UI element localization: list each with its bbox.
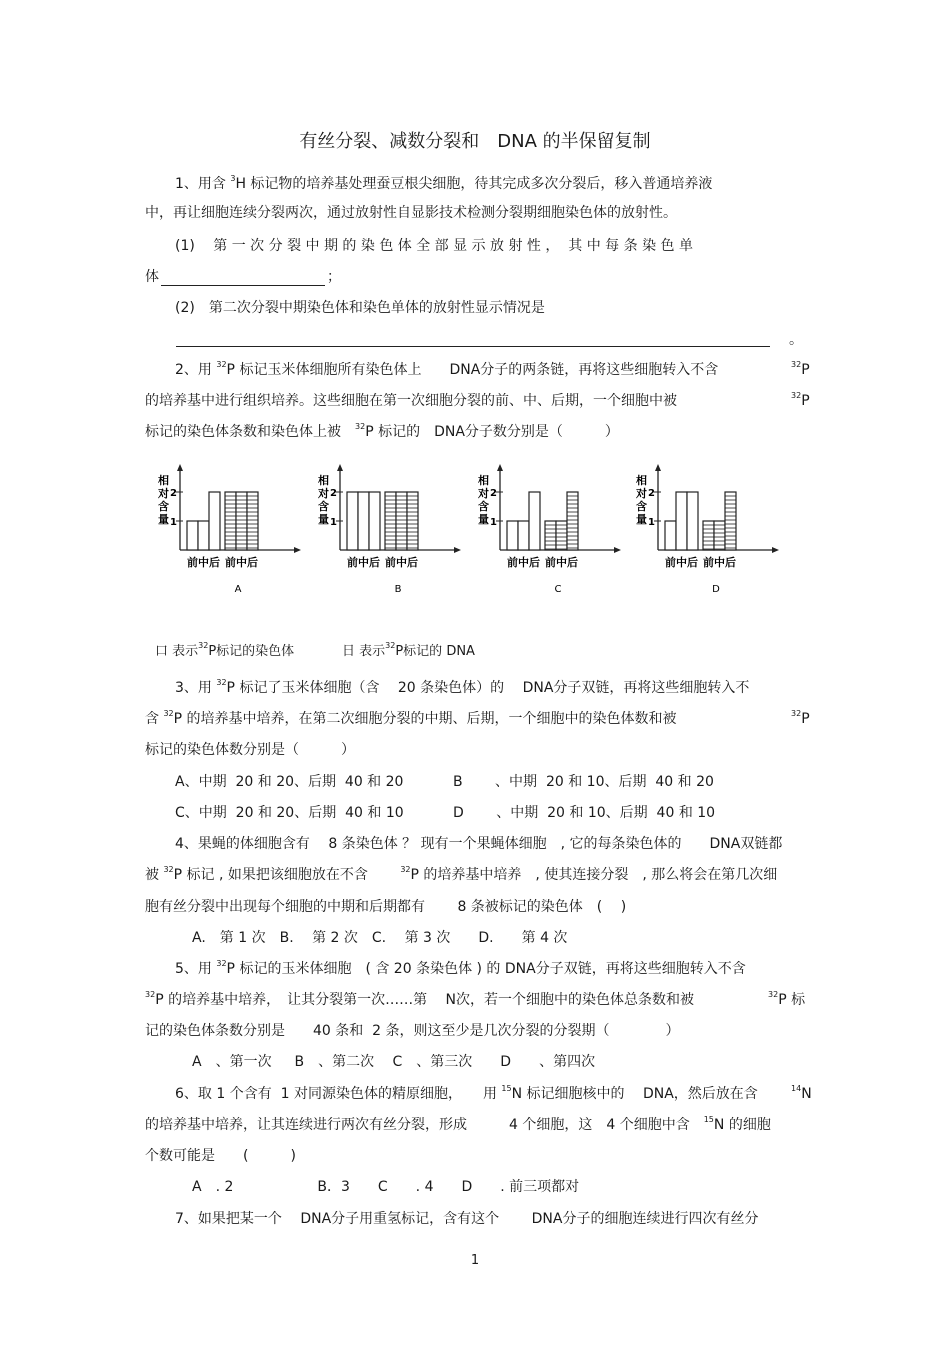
legend-dna (342, 643, 475, 661)
category-label: 中 (396, 556, 407, 569)
chart-caption: C (554, 584, 562, 595)
q2-line2-end (791, 392, 810, 410)
bar-chromosome (687, 492, 698, 550)
q1-line1 (175, 175, 712, 193)
q5-line2 (145, 991, 722, 1009)
q5-line3: 记的染色体条数分别是 40 条和 2 条，则这至少是几次分裂的分裂期（ ） (145, 1023, 680, 1039)
q5-text: P 标记的玉米体细胞 ( 含 20 条染色体 ) 的 DNA分子双链，再将这些细胞转入不含 (226, 961, 746, 977)
q1-text: H 标记物的培养基处理蚕豆根尖细胞，待其完成多次分裂后，移入普通培养液 (235, 176, 713, 192)
category-label: 后 (209, 556, 220, 569)
q3-option-d[interactable]: D 、中期 20 和 10、后期 40 和 10 (453, 805, 716, 821)
superscript: 32 (216, 959, 227, 968)
q2-text: P 标记玉米体细胞所有染色体上 DNA分子的两条链，再将这些细胞转入不含 (226, 362, 719, 378)
bar-chromosome (518, 521, 529, 550)
q3-option-c[interactable]: C、中期 20 和 20、后期 40 和 10 (175, 805, 404, 821)
y-tick-label: 1 (648, 517, 655, 528)
y-axis-label: 量 (636, 513, 647, 526)
q5-options[interactable]: A 、第一次 B 、第二次 C 、第三次 D 、第四次 (192, 1054, 596, 1070)
y-axis-label: 含 (318, 500, 329, 513)
q4-line3: 胞有丝分裂中出现每个细胞的中期和后期都有 8 条被标记的染色体 ( ) (145, 899, 627, 915)
bar-dna (236, 492, 247, 550)
category-label: 后 (407, 556, 418, 569)
y-axis-arrow (655, 464, 661, 471)
q4-text: P 标记 , 如果把该细胞放在不含 (173, 867, 401, 883)
chart-caption: B (394, 584, 402, 595)
y-axis-arrow (497, 464, 503, 471)
bar-chromosome (665, 521, 676, 550)
category-label: 后 (725, 556, 736, 569)
superscript: 32 (355, 422, 366, 431)
q3-line1 (175, 679, 749, 697)
q2-text: P (801, 393, 810, 409)
legend-symbol: 日 (342, 644, 356, 659)
superscript: 32 (791, 709, 802, 718)
chart-caption: A (234, 584, 242, 595)
bar-chromosome (369, 492, 380, 550)
y-tick-label: 1 (330, 517, 337, 528)
superscript: 32 (145, 990, 156, 999)
bar-chromosome (187, 521, 198, 550)
superscript: 15 (501, 1084, 512, 1093)
category-label: 前 (703, 556, 714, 569)
y-axis-label: 含 (158, 500, 169, 513)
category-label: 后 (369, 556, 380, 569)
q1-sub2: (2) 第二次分裂中期染色体和染色单体的放射性显示情况是 (175, 300, 545, 316)
category-label: 前 (385, 556, 396, 569)
superscript: 32 (768, 990, 779, 999)
y-axis-arrow (337, 464, 343, 471)
q1-sub2-end: 。 (789, 332, 803, 348)
chart-B (310, 462, 470, 606)
q6-line2 (145, 1116, 771, 1134)
q2-line2: 的培养基中进行组织培养。这些细胞在第一次细胞分裂的前、中、后期，一个细胞中被 (145, 393, 677, 409)
q6-text: N (801, 1086, 812, 1102)
y-axis-label: 对 (158, 487, 169, 500)
category-label: 中 (714, 556, 725, 569)
bar-dna (225, 492, 236, 550)
x-axis-arrow (454, 547, 461, 553)
y-axis-label: 量 (158, 513, 169, 526)
q5-line1 (175, 960, 746, 978)
category-label: 中 (556, 556, 567, 569)
legend-text: 表示 (168, 644, 199, 659)
q5-text: P 标 (778, 992, 806, 1008)
bar-dna (385, 492, 396, 550)
q6-line3: 个数可能是 ( ) (145, 1148, 296, 1164)
category-label: 前 (665, 556, 676, 569)
chart-D (628, 462, 788, 606)
q7-line1: 7、如果把某一个 DNA分子用重氢标记，含有这个 DNA分子的细胞连续进行四次有丝分 (175, 1211, 759, 1227)
answer-blank[interactable] (161, 285, 325, 286)
q3-line3: 标记的染色体数分别是（ ） (145, 742, 355, 758)
superscript: 15 (703, 1115, 714, 1124)
page-title: 有丝分裂、减数分裂和 DNA 的半保留复制 (299, 131, 651, 152)
q3-text: P 的培养基中培养，在第二次细胞分裂的中期、后期，一个细胞中的染色体数和被 (173, 711, 677, 727)
q3-line2-end (791, 710, 810, 728)
q2-line1-end (791, 361, 810, 379)
category-label: 后 (567, 556, 578, 569)
q3-option-b[interactable]: B 、中期 20 和 10、后期 40 和 20 (453, 774, 714, 790)
x-axis-arrow (294, 547, 301, 553)
superscript: 32 (385, 641, 396, 650)
q3-text: P (801, 711, 810, 727)
category-label: 中 (198, 556, 209, 569)
q4-options[interactable]: A. 第 1 次 B. 第 2 次 C. 第 3 次 D. 第 4 次 (192, 930, 568, 946)
bar-dna (567, 492, 578, 550)
x-axis-arrow (614, 547, 621, 553)
q1-sub1: (1) 第 一 次 分 裂 中 期 的 染 色 体 全 部 显 示 放 射 性 ， 其 中 每 条 染 色 单 (175, 238, 693, 254)
q6-text: N 标记细胞核中的 DNA，然后放在含 (511, 1086, 772, 1102)
bar-chart-D (628, 462, 788, 602)
q6-line1 (175, 1085, 772, 1103)
y-axis-label: 含 (636, 500, 647, 513)
chart-A (150, 462, 310, 606)
category-label: 后 (247, 556, 258, 569)
bar-dna (407, 492, 418, 550)
superscript: 32 (400, 865, 411, 874)
chart-caption: D (712, 584, 720, 595)
q5-text: 5、用 (175, 961, 217, 977)
category-label: 前 (187, 556, 198, 569)
q2-text: 标记的染色体条数和染色体上被 (145, 424, 355, 440)
category-label: 中 (518, 556, 529, 569)
bar-dna (396, 492, 407, 550)
q5-text: P 的培养基中培养， 让其分裂第一次……第 N次，若一个细胞中的染色体总条数和被 (155, 992, 723, 1008)
x-axis-arrow (772, 547, 779, 553)
superscript: 32 (198, 641, 209, 650)
q6-text: N 的细胞 (713, 1117, 771, 1133)
y-tick-label: 2 (490, 488, 497, 499)
q4-text: P 的培养基中培养 , 使其连接分裂 , 那么将会在第几次细 (410, 867, 778, 883)
q2-text: P (801, 362, 810, 378)
answer-blank[interactable] (176, 346, 770, 347)
superscript: 14 (791, 1084, 802, 1093)
bar-chromosome (209, 492, 220, 550)
chart-C (470, 462, 630, 606)
y-axis-arrow (177, 464, 183, 471)
q3-text: 含 (145, 711, 164, 727)
legend-text: P标记的 DNA (395, 644, 475, 659)
bar-dna (247, 492, 258, 550)
q5-line2-end (768, 991, 805, 1009)
y-tick-label: 1 (490, 517, 497, 528)
q1-sub1-cont: 体 (145, 269, 159, 285)
bar-chart-B (310, 462, 470, 602)
bar-chart-C (470, 462, 630, 602)
y-axis-label: 相 (636, 474, 647, 487)
page-number: 1 (470, 1253, 480, 1268)
q4-line1: 4、果蝇的体细胞含有 8 条染色体 ？ 现有一个果蝇体细胞 , 它的每条染色体的 DNA双链都 (175, 836, 783, 852)
y-axis-label: 相 (318, 474, 329, 487)
q4-text: 被 (145, 867, 164, 883)
q3-text: P 标记了玉米体细胞（含 20 条染色体）的 DNA分子双链，再将这些细胞转入不 (226, 680, 750, 696)
category-label: 后 (687, 556, 698, 569)
legend-chromosome (155, 643, 294, 661)
category-label: 后 (529, 556, 540, 569)
category-label: 中 (676, 556, 687, 569)
category-label: 中 (236, 556, 247, 569)
superscript: 32 (163, 709, 174, 718)
y-tick-label: 2 (330, 488, 337, 499)
q1-line2: 中，再让细胞连续分裂两次，通过放射性自显影技术检测分裂期细胞染色体的放射性。 (145, 205, 677, 221)
superscript: 32 (791, 391, 802, 400)
y-tick-label: 1 (170, 517, 177, 528)
bar-chromosome (198, 521, 209, 550)
q1-text: 1、用含 (175, 176, 231, 192)
superscript: 3 (230, 174, 236, 183)
y-axis-label: 相 (478, 474, 489, 487)
q1-sub1-end: ； (327, 269, 341, 285)
q3-text: 3、用 (175, 680, 217, 696)
y-axis-label: 量 (478, 513, 489, 526)
q2-line1 (175, 361, 718, 379)
superscript: 32 (163, 865, 174, 874)
q6-line1-end (791, 1085, 812, 1103)
category-label: 前 (545, 556, 556, 569)
q6-text: 6、取 1 个含有 1 对同源染色体的精原细胞， 用 (175, 1086, 502, 1102)
bar-chromosome (347, 492, 358, 550)
y-axis-label: 对 (636, 487, 647, 500)
superscript: 32 (216, 360, 227, 369)
category-label: 前 (225, 556, 236, 569)
y-axis-label: 相 (158, 474, 169, 487)
y-axis-label: 量 (318, 513, 329, 526)
legend-symbol: 口 (155, 644, 169, 659)
bar-chart-A (150, 462, 310, 602)
y-axis-label: 对 (478, 487, 489, 500)
y-tick-label: 2 (170, 488, 177, 499)
q2-text: 2、用 (175, 362, 217, 378)
q4-line2 (145, 866, 777, 884)
q2-text: P 标记的 DNA分子数分别是（ ） (365, 424, 619, 440)
category-label: 中 (358, 556, 369, 569)
bar-dna (725, 492, 736, 550)
q6-text: 的培养基中培养，让其连续进行两次有丝分裂，形成 4 个细胞，这 4 个细胞中含 (145, 1117, 704, 1133)
legend-text: 表示 (355, 644, 386, 659)
bar-chromosome (529, 492, 540, 550)
q2-line3 (145, 423, 619, 441)
y-tick-label: 2 (648, 488, 655, 499)
bar-chromosome (507, 521, 518, 550)
category-label: 前 (507, 556, 518, 569)
legend-text: P标记的染色体 (208, 644, 295, 659)
q3-line2 (145, 710, 677, 728)
q3-option-a[interactable]: A、中期 20 和 20、后期 40 和 20 (175, 774, 404, 790)
bar-chromosome (676, 492, 687, 550)
y-axis-label: 对 (318, 487, 329, 500)
superscript: 32 (791, 360, 802, 369)
bar-chromosome (358, 492, 369, 550)
category-label: 前 (347, 556, 358, 569)
y-axis-label: 含 (478, 500, 489, 513)
q6-options[interactable]: A . 2 B．3 C . 4 D . 前三项都对 (192, 1179, 580, 1195)
superscript: 32 (216, 678, 227, 687)
